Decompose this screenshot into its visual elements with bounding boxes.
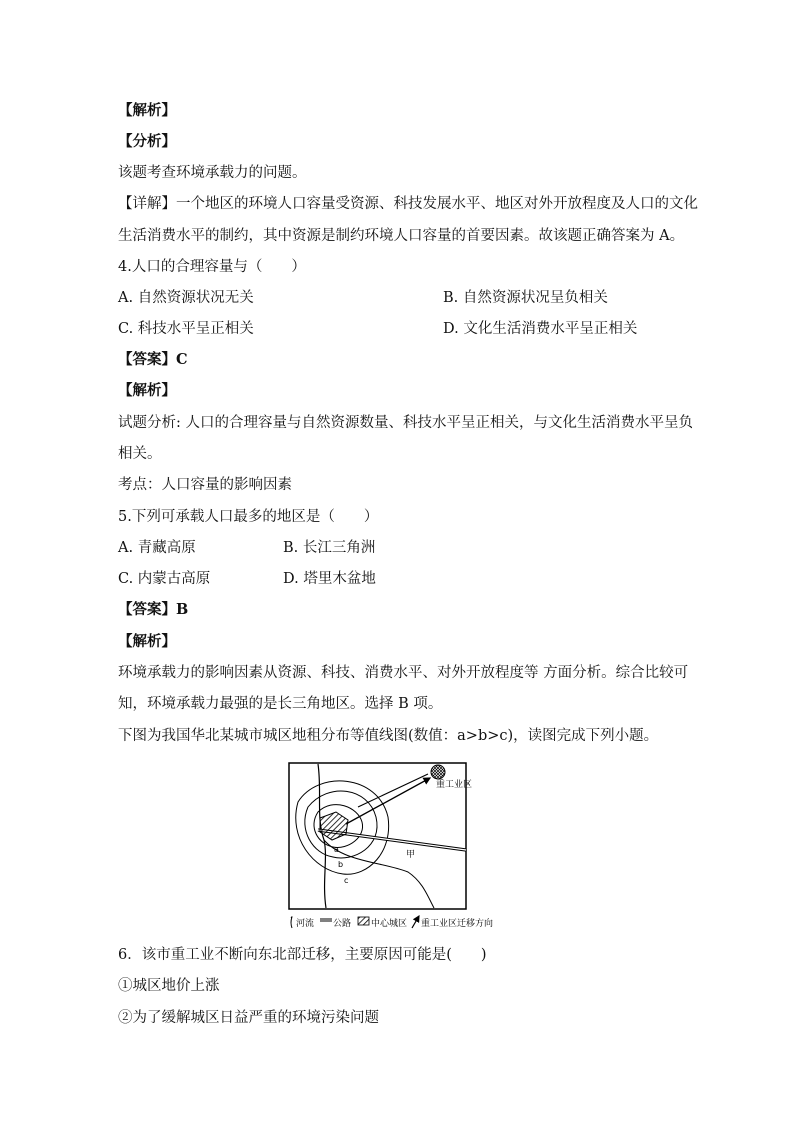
label-b: b <box>338 860 344 869</box>
q5-explanation-line-1: 环境承载力的影响因素从资源、科技、消费水平、对外开放程度等 方面分析。综合比较可 <box>118 665 689 681</box>
q4-option-a: A. 自然资源状况无关 <box>118 290 254 306</box>
q5-option-b: B. 长江三角洲 <box>283 540 376 556</box>
xiangjie-line-2: 生活消费水平的制约，其中资源是制约环境人口容量的首要因素。故该题正确答案为 A。 <box>118 228 685 244</box>
q5-explanation-line-2: 知，环境承载力最强的是长三角地区。选择 B 项。 <box>118 696 443 712</box>
figure-intro: 下图为我国华北某城市城区地租分布等值线图(数值：a>b>c)，读图完成下列小题。 <box>118 728 659 744</box>
q4-answer: 【答案】C <box>118 351 188 368</box>
legend-river: 河流 <box>296 919 315 929</box>
jiexi-heading-1: 【解析】 <box>118 102 176 119</box>
fenxi-text: 该题考查环境承载力的问题。 <box>118 165 307 181</box>
legend-river-icon <box>291 917 292 928</box>
q5-answer: 【答案】B <box>118 601 189 618</box>
legend-direction-icon <box>412 916 419 928</box>
jiexi-heading-2: 【解析】 <box>118 382 176 399</box>
question-6: 6．该市重工业不断向东北部迁移，主要原因可能是( ) <box>118 947 487 963</box>
legend-center-icon <box>358 917 369 925</box>
q5-option-a: A. 青藏高原 <box>118 540 196 556</box>
jiexi-heading-3: 【解析】 <box>118 633 176 650</box>
xiangjie-line-1: 【详解】一个地区的环境人口容量受资源、科技发展水平、地区对外开放程度及人口的文化 <box>118 196 698 212</box>
land-rent-contour-map <box>288 762 508 934</box>
legend-direction: 重工业区迁移方向 <box>421 919 494 929</box>
label-industry: 重工业区 <box>436 780 473 790</box>
q6-item-2: ②为了缓解城区日益严重的环境污染问题 <box>118 1010 379 1026</box>
legend-road: 公路 <box>333 919 352 929</box>
q6-item-1: ①城区地价上涨 <box>118 978 220 994</box>
q4-option-c: C. 科技水平呈正相关 <box>118 321 254 337</box>
q4-kaodian: 考点：人口容量的影响因素 <box>118 477 292 493</box>
q5-option-c: C. 内蒙古高原 <box>118 571 211 587</box>
label-a: a <box>334 845 339 854</box>
label-c: c <box>344 876 349 885</box>
q4-explanation-line-1: 试题分析: 人口的合理容量与自然资源数量、科技水平呈正相关，与文化生活消费水平呈负 <box>118 415 693 431</box>
q4-explanation-line-2: 相关。 <box>118 446 162 462</box>
heavy-industry-zone <box>431 765 445 779</box>
legend-center: 中心城区 <box>371 919 408 929</box>
q4-option-b: B. 自然资源状况呈负相关 <box>443 290 608 306</box>
legend <box>291 916 493 929</box>
label-jia: 甲 <box>406 850 416 860</box>
fenxi-heading: 【分析】 <box>118 133 176 150</box>
question-5: 5.下列可承载人口最多的地区是（ ） <box>118 509 379 525</box>
question-4: 4.人口的合理容量与（ ） <box>118 259 306 275</box>
q4-option-d: D. 文化生活消费水平呈正相关 <box>443 321 638 337</box>
q5-option-d: D. 塔里木盆地 <box>283 571 376 587</box>
